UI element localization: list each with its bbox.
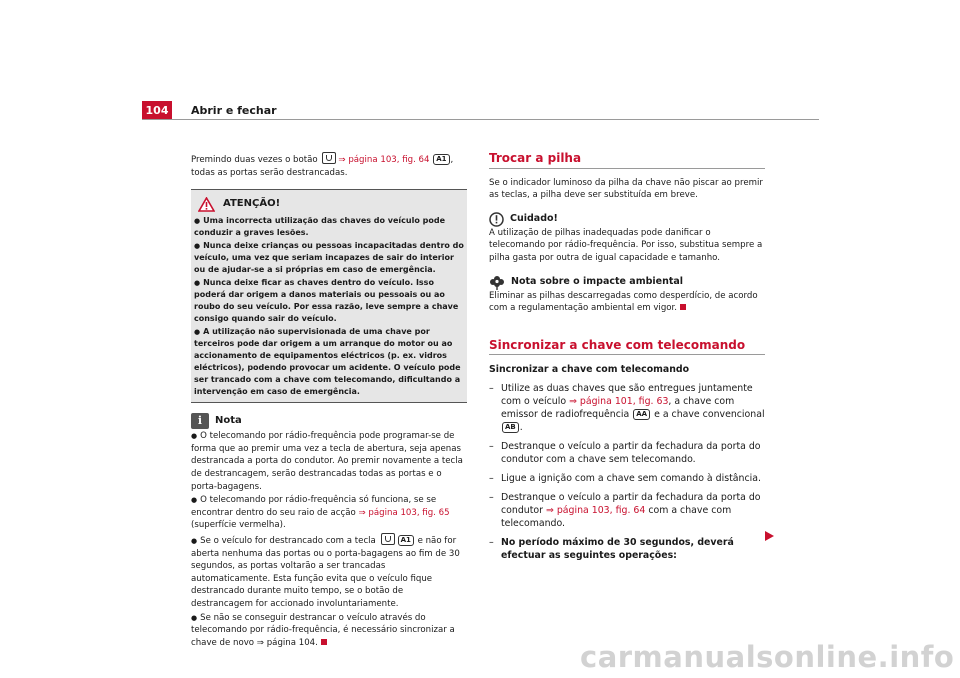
info-note-icon: i bbox=[191, 413, 209, 429]
xref-link[interactable]: ⇒ página 103, fig. 64 bbox=[338, 155, 430, 165]
environment-title: Nota sobre o impacte ambiental bbox=[511, 275, 684, 287]
intro-paragraph: Premindo duas vezes o botão ⇒ página 103, fig. 64 A1 , todas as portas serão destrancadas. bbox=[191, 152, 467, 179]
right-column bbox=[489, 152, 765, 562]
warning-triangle-icon bbox=[198, 197, 215, 212]
warning-box bbox=[191, 189, 467, 403]
note-title: Nota bbox=[215, 414, 242, 426]
header-rule bbox=[142, 119, 819, 120]
environment-body: Eliminar as pilhas descarregadas como desperdício, de acordo com a regulamentação ambiental em vigor. bbox=[489, 290, 758, 314]
xref-link[interactable]: ⇒ página 103, fig. 65 bbox=[358, 507, 450, 518]
note-item: ● Se o veículo for destrancado com a tecla A1 e não for aberta nenhuma das portas ou o porta-bagagens ao fim de 30 segundos, as portas voltarão a ser trancadas automaticamente. Esta função evita que o veículo fique destrancado durante muito tempo, se o botão de destrancagem for accionado involuntariamente. bbox=[191, 533, 467, 611]
note-item: ● O telecomando por rádio-frequência pode programar-se de forma que ao premir uma vez a tecla de abertura, seja apenas destrancada a porta do condutor. Ao premir novamente a tecla de destrancagem, serão destrancadas todas as portas e o porta-bagagens. bbox=[191, 431, 463, 492]
warning-item: ● Uma incorrecta utilização das chaves do veículo pode conduzir a graves lesões. bbox=[194, 216, 446, 238]
unlock-button-icon bbox=[381, 533, 395, 545]
environment-flower-icon bbox=[489, 275, 505, 290]
list-item: – Ligue a ignição com a chave sem comando à distância. bbox=[489, 473, 761, 485]
callout-aa: AA bbox=[633, 409, 650, 420]
warning-item: ● Nunca deixe ficar as chaves dentro do veículo. Isso poderá dar origem a danos materiais ou pessoais ou ao roubo do seu veículo. Por essa razão, leve sempre a chave consigo quando sair do veículo. bbox=[194, 278, 459, 324]
xref-link[interactable]: ⇒ página 101, fig. 63 bbox=[569, 396, 669, 408]
callout-a1: A1 bbox=[433, 154, 449, 165]
page-header-title: Abrir e fechar bbox=[191, 104, 277, 117]
caution-title: Cuidado! bbox=[510, 212, 558, 224]
list-item: – Utilize as duas chaves que são entregues juntamente com o veículo ⇒ página 101, fig. 63, a chave com emissor de radiofrequência AA e a chave convencional AB . bbox=[489, 383, 765, 434]
caution-icon bbox=[489, 212, 504, 227]
page-number: 104 bbox=[142, 101, 172, 120]
continue-arrow-icon bbox=[764, 530, 775, 542]
warning-item: ● A utilização não supervisionada de uma chave por terceiros pode dar origem a um arranque do motor ou ao accionamento de equipamentos eléctricos (p. ex. vidros eléctricos), podendo provocar um acidente. O veículo pode ser trancado com a chave com telecomando, dificultando a intervenção em caso de emergência. bbox=[194, 327, 461, 397]
warning-header bbox=[194, 194, 464, 214]
unlock-button-icon bbox=[322, 152, 336, 164]
note-header bbox=[191, 413, 467, 429]
xref-link[interactable]: ⇒ página 103, fig. 64 bbox=[545, 505, 646, 517]
caution-header bbox=[489, 212, 765, 227]
section-title-battery: Trocar a pilha bbox=[489, 152, 765, 169]
left-column bbox=[191, 152, 467, 649]
callout-a1: A1 bbox=[398, 535, 414, 546]
end-of-section-icon bbox=[321, 639, 327, 645]
warning-title: ATENÇÃO! bbox=[223, 197, 281, 209]
note-item: ● Se não se conseguir destrancar o veículo através do telecomando por rádio-frequência, é necessário sincronizar a chave de novo ⇒ página 104. bbox=[191, 612, 455, 648]
warning-item: ● Nunca deixe crianças ou pessoas incapacitadas dentro do veículo, uma vez que seriam incapazes de sair do interior ou de ajudar-se a si próprias em caso de emergência. bbox=[194, 241, 464, 275]
note-item: ● O telecomando por rádio-frequência só funciona, se se encontrar dentro do seu raio de acção ⇒ página 103, fig. 65 (superfície vermelha). bbox=[191, 495, 450, 531]
callout-ab: AB bbox=[502, 422, 519, 433]
environment-header bbox=[489, 275, 765, 290]
list-item: – Destranque o veículo a partir da fechadura da porta do condutor com a chave sem telecomando. bbox=[489, 441, 761, 466]
end-of-section-icon bbox=[680, 304, 686, 310]
sync-subheading: Sincronizar a chave com telecomando bbox=[489, 364, 690, 376]
caution-body: A utilização de pilhas inadequadas pode danificar o telecomando por rádio-frequência. Por isso, substitua sempre a pilha gasta por outra de igual capacidade e tamanho. bbox=[489, 227, 763, 263]
list-item: – Destranque o veículo a partir da fechadura da porta do condutor ⇒ página 103, fig. 64 com a chave com telecomando. bbox=[489, 492, 761, 530]
section-title-sync: Sincronizar a chave com telecomando bbox=[489, 339, 765, 356]
list-item: – No período máximo de 30 segundos, deverá efectuar as seguintes operações: bbox=[489, 537, 734, 562]
watermark: carmanualsonline.info bbox=[580, 640, 955, 674]
battery-body: Se o indicador luminoso da pilha da chave não piscar ao premir as teclas, a pilha deve ser substituída em breve. bbox=[489, 177, 763, 201]
